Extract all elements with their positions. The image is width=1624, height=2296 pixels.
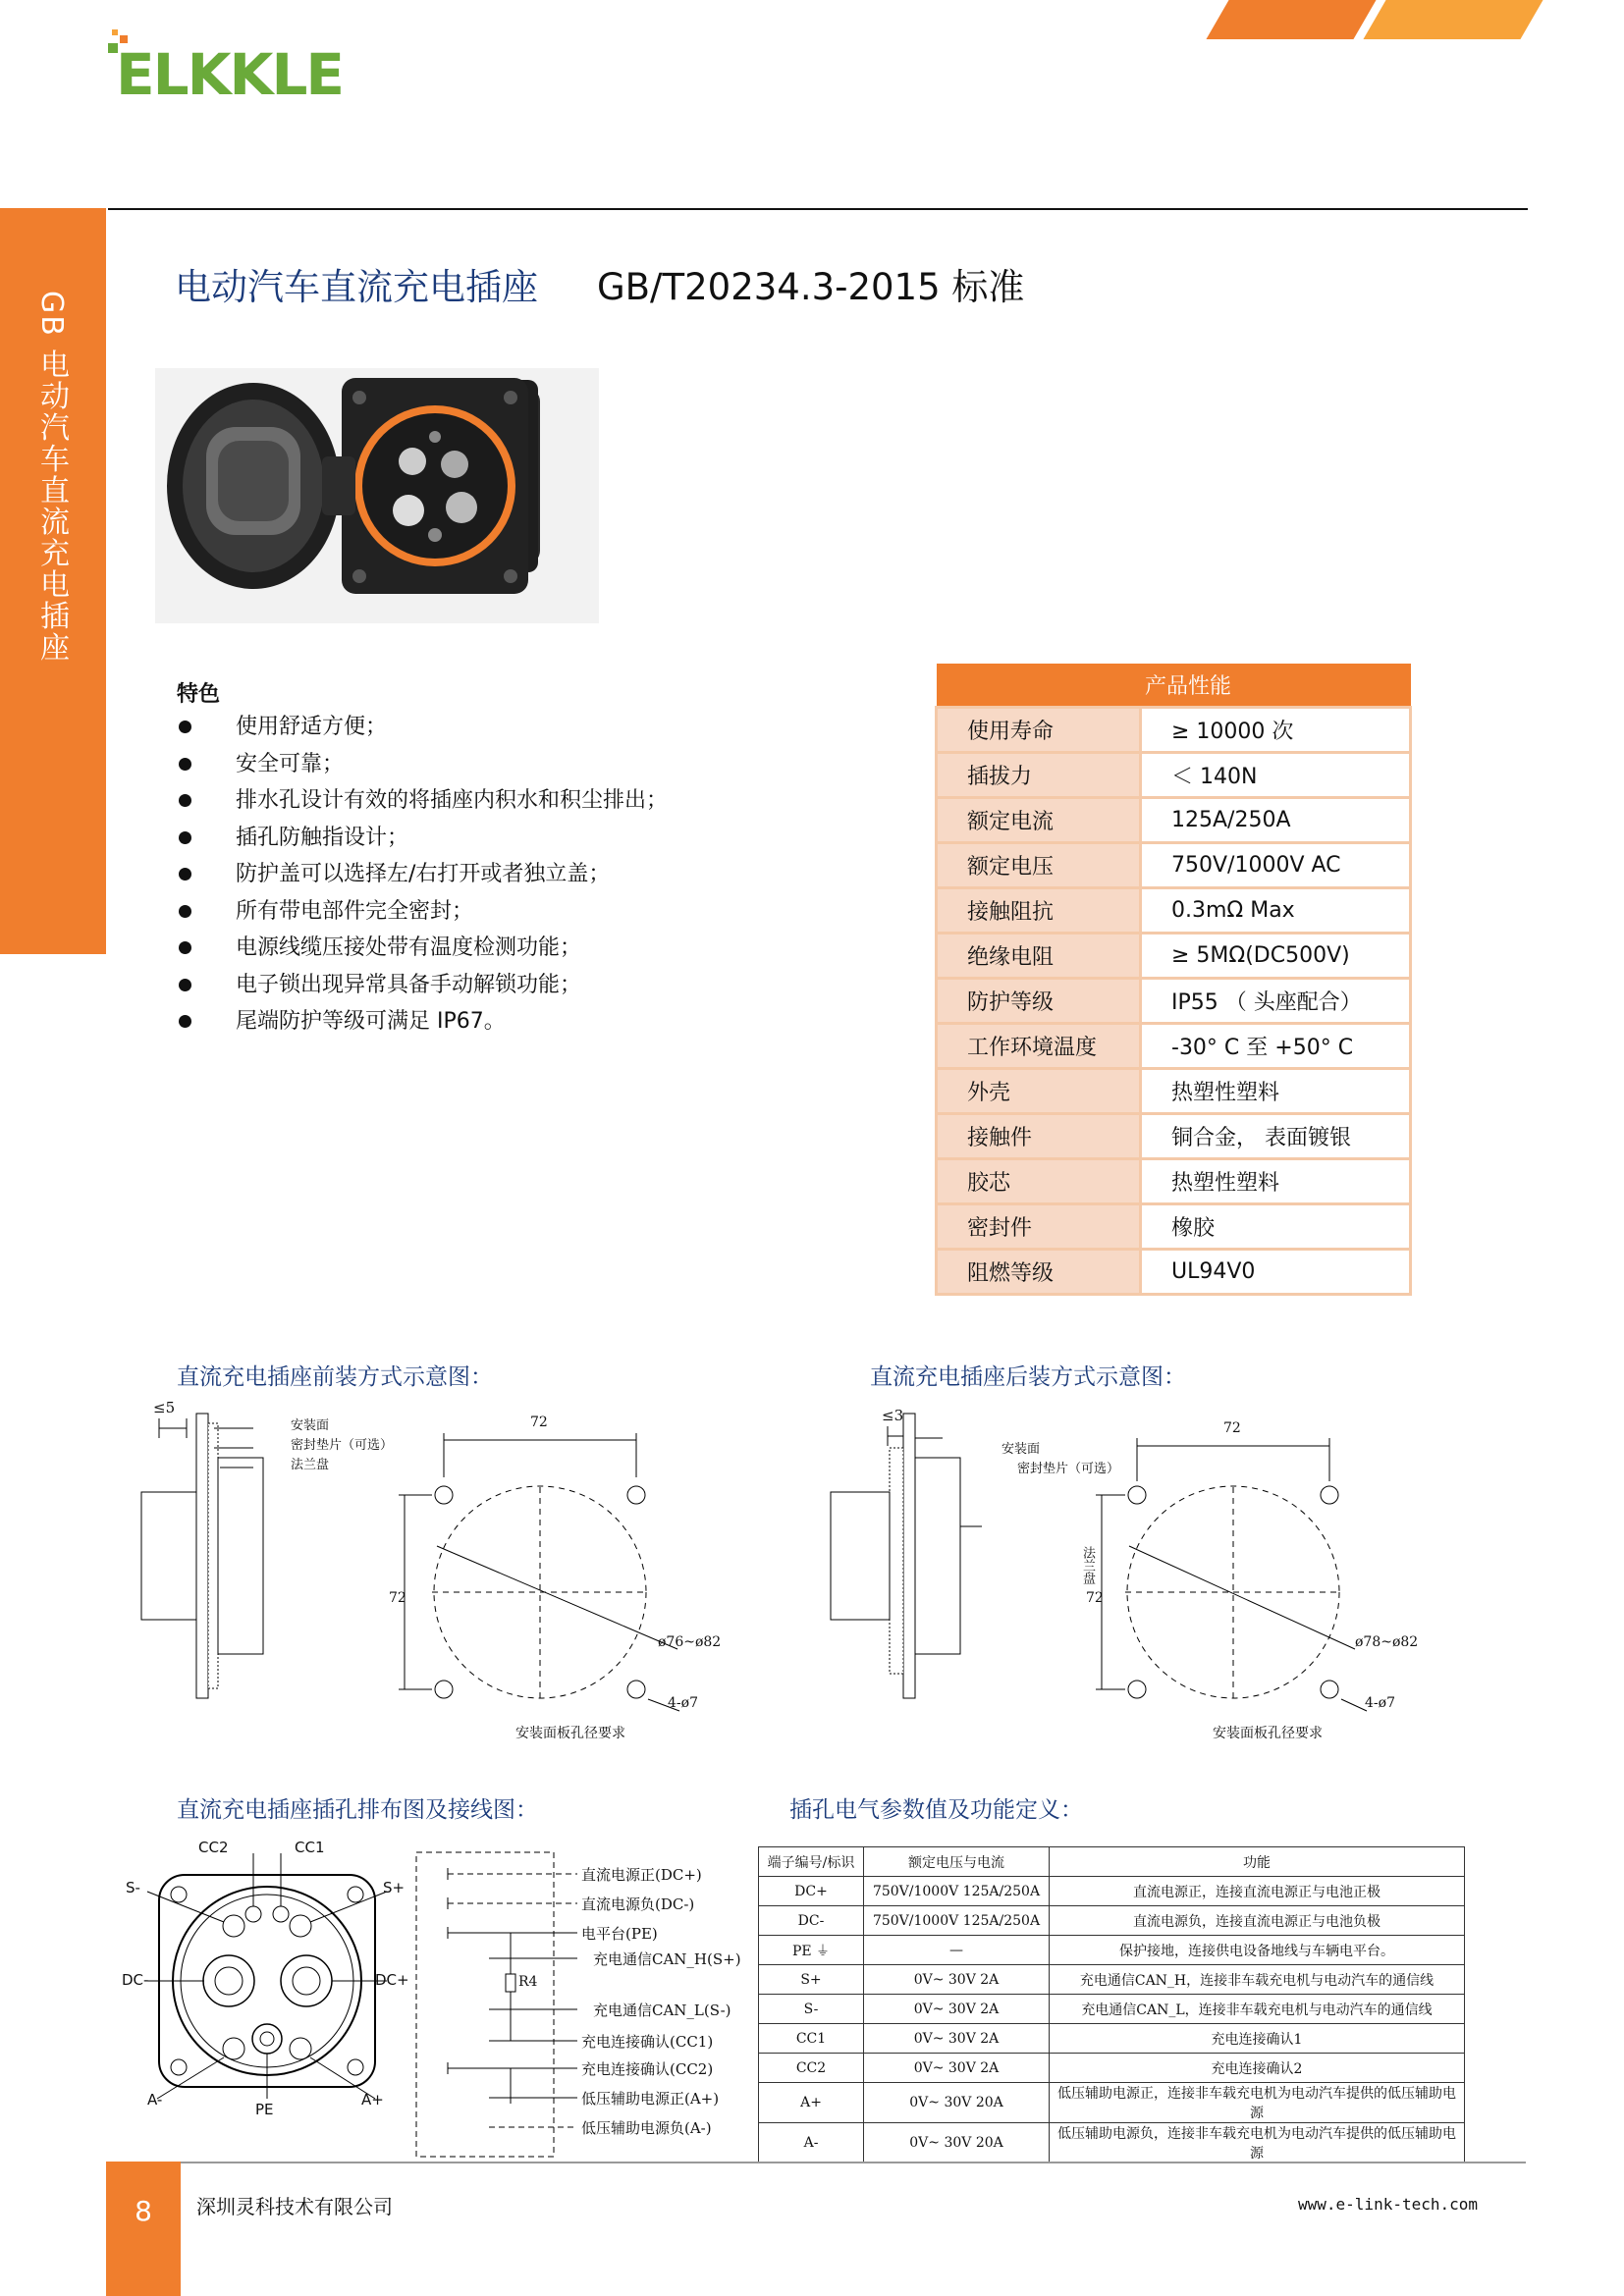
rear-holes-label: 4-ø7 [1365, 1695, 1395, 1711]
perf-value: ≥ 5MΩ(DC500V) [1141, 934, 1411, 979]
front-mount-drawing [137, 1399, 746, 1752]
company-logo [108, 22, 393, 100]
pin-layout-diagram [118, 1836, 412, 2120]
rear-dia-label: ø78~ø82 [1355, 1634, 1419, 1650]
perf-row [937, 888, 1411, 934]
product-photo [155, 368, 599, 623]
elec-cell: DC+ [759, 1877, 864, 1906]
feature-item: 防护盖可以选择左/右打开或者独立盖； [177, 860, 668, 897]
elec-header-cell: 端子编号/标识 [759, 1847, 864, 1877]
perf-value: ＜ 140N [1141, 753, 1411, 798]
perf-row [937, 798, 1411, 843]
features-list [177, 713, 668, 1044]
svg-text:ELKKLE: ELKKLE [116, 41, 344, 100]
wire-can-h: 充电通信CAN_H(S+) [593, 1950, 741, 1968]
front-thick-label: ≤5 [153, 1399, 176, 1416]
perf-row [937, 1024, 1411, 1069]
elec-row [759, 1936, 1465, 1965]
feature-item: 排水孔设计有效的将插座内积水和积尘排出； [177, 786, 668, 824]
front-mount-title: 直流充电插座前装方式示意图： [177, 1364, 493, 1390]
elec-row [759, 1906, 1465, 1936]
perf-value: 125A/250A [1141, 798, 1411, 843]
front-label-surface: 安装面 [291, 1418, 330, 1433]
feature-item: 安全可靠； [177, 750, 668, 787]
perf-key: 胶芯 [937, 1159, 1141, 1204]
elec-cell: — [864, 1936, 1050, 1965]
perf-value: 0.3mΩ Max [1141, 888, 1411, 934]
elec-cell: 0V~ 30V 20A [864, 2083, 1050, 2123]
perf-key: 插拔力 [937, 753, 1141, 798]
perf-key: 密封件 [937, 1204, 1141, 1250]
front-label-gasket: 密封垫片（可选） [291, 1438, 394, 1453]
pin-cc2: CC2 [198, 1839, 229, 1856]
rear-label-flange: 法兰盘 [1080, 1546, 1095, 1584]
elec-cell: 充电通信CAN_H，连接非车载充电机与电动汽车的通信线 [1050, 1965, 1465, 1995]
elec-cell: 充电连接确认2 [1050, 2054, 1465, 2083]
feature-item: 尾端防护等级可满足 IP67。 [177, 1007, 668, 1044]
pin-s-minus: S- [126, 1879, 140, 1896]
resistor-label: R4 [518, 1974, 538, 1990]
rear-label-gasket: 密封垫片（可选） [1017, 1462, 1120, 1476]
feature-item: 电子锁出现异常具备手动解锁功能； [177, 971, 668, 1008]
header-rule [108, 208, 1528, 210]
pin-a-plus: A+ [361, 2091, 384, 2109]
perf-key: 接触件 [937, 1114, 1141, 1159]
perf-key: 额定电流 [937, 798, 1141, 843]
electrical-table [758, 1846, 1465, 2163]
wire-a-minus: 低压辅助电源负(A-) [581, 2119, 712, 2137]
elec-cell: 750V/1000V 125A/250A [864, 1906, 1050, 1936]
perf-value: -30° C 至 +50° C [1141, 1024, 1411, 1069]
feature-item: 电源线缆压接处带有温度检测功能； [177, 934, 668, 971]
perf-row [937, 934, 1411, 979]
wire-a-plus: 低压辅助电源正(A+) [581, 2090, 720, 2108]
elec-cell: 0V~ 30V 2A [864, 1995, 1050, 2024]
elec-cell: 低压辅助电源负，连接非车载充电机为电动汽车提供的低压辅助电源 [1050, 2123, 1465, 2163]
feature-item: 所有带电部件完全密封； [177, 897, 668, 934]
perf-value: IP55 （ 头座配合） [1141, 979, 1411, 1024]
elec-row [759, 2123, 1465, 2163]
elec-row [759, 2024, 1465, 2054]
perf-value: ≥ 10000 次 [1141, 708, 1411, 753]
perf-row [937, 1114, 1411, 1159]
elec-cell: 直流电源正，连接直流电源正与电池正极 [1050, 1877, 1465, 1906]
footer-url[interactable]: www.e-link-tech.com [1298, 2195, 1479, 2214]
front-label-flange: 法兰盘 [291, 1458, 330, 1472]
pin-layout-title: 直流充电插座插孔排布图及接线图： [177, 1797, 538, 1823]
perf-value: 热塑性塑料 [1141, 1159, 1411, 1204]
page-number: 8 [135, 2195, 152, 2227]
elec-header-row [759, 1847, 1465, 1877]
perf-value: 750V/1000V AC [1141, 843, 1411, 888]
front-dim-width: 72 [530, 1415, 548, 1430]
performance-table [935, 664, 1412, 1296]
elec-header-cell: 额定电压与电流 [864, 1847, 1050, 1877]
rear-thick-label: ≤3 [882, 1407, 904, 1424]
perf-key: 阻燃等级 [937, 1250, 1141, 1295]
front-dim-height: 72 [389, 1590, 406, 1606]
pin-a-minus: A- [147, 2091, 163, 2109]
elec-cell: 低压辅助电源正，连接非车载充电机为电动汽车提供的低压辅助电源 [1050, 2083, 1465, 2123]
elec-cell: CC1 [759, 2024, 864, 2054]
elec-row [759, 2083, 1465, 2123]
elec-cell: PE ⏚ [759, 1936, 864, 1965]
perf-key: 工作环境温度 [937, 1024, 1141, 1069]
pin-s-plus: S+ [383, 1879, 406, 1896]
wire-can-l: 充电通信CAN_L(S-) [593, 2002, 731, 2019]
title-text: 电动汽车直流充电插座 [175, 266, 538, 308]
pin-dc-minus: DC- [122, 1971, 149, 1989]
perf-key: 接触阻抗 [937, 888, 1141, 934]
pin-cc1: CC1 [295, 1839, 325, 1856]
elec-cell: 保护接地，连接供电设备地线与车辆电平台。 [1050, 1936, 1465, 1965]
features-title: 特色 [177, 682, 221, 707]
perf-row [937, 1069, 1411, 1114]
elec-cell: 0V~ 30V 20A [864, 2123, 1050, 2163]
elec-cell: 0V~ 30V 2A [864, 2024, 1050, 2054]
feature-item: 使用舒适方便； [177, 713, 668, 750]
perf-value: 橡胶 [1141, 1204, 1411, 1250]
perf-row [937, 979, 1411, 1024]
perf-value: 热塑性塑料 [1141, 1069, 1411, 1114]
elec-cell: CC2 [759, 2054, 864, 2083]
elec-cell: S+ [759, 1965, 864, 1995]
perf-key: 使用寿命 [937, 708, 1141, 753]
wire-pe: 电平台(PE) [581, 1925, 658, 1943]
side-tab-label: GB 电动汽车直流充电插座 [34, 291, 69, 664]
perf-row [937, 1204, 1411, 1250]
wire-dc-minus: 直流电源负(DC-) [581, 1896, 695, 1913]
rear-mount-drawing [825, 1399, 1434, 1752]
elec-row [759, 1877, 1465, 1906]
electrical-title: 插孔电气参数值及功能定义： [789, 1797, 1083, 1823]
front-holes-label: 4-ø7 [668, 1695, 698, 1711]
elec-row [759, 1995, 1465, 2024]
elec-cell: S- [759, 1995, 864, 2024]
pin-pe: PE [255, 2101, 274, 2118]
pin-dc-plus: DC+ [375, 1971, 409, 1989]
elec-cell: 充电连接确认1 [1050, 2024, 1465, 2054]
elec-header-cell: 功能 [1050, 1847, 1465, 1877]
perf-key: 外壳 [937, 1069, 1141, 1114]
wire-cc2: 充电连接确认(CC2) [581, 2060, 714, 2078]
perf-row [937, 708, 1411, 753]
perf-value: UL94V0 [1141, 1250, 1411, 1295]
footer-page-tab [106, 2162, 181, 2296]
wiring-diagram [412, 1850, 746, 2164]
elec-row [759, 1965, 1465, 1995]
front-caption: 安装面板孔径要求 [515, 1726, 625, 1741]
elec-cell: 750V/1000V 125A/250A [864, 1877, 1050, 1906]
page-title [175, 257, 1024, 310]
rear-mount-title: 直流充电插座后装方式示意图： [870, 1364, 1186, 1390]
wire-cc1: 充电连接确认(CC1) [581, 2033, 714, 2051]
elec-cell: A+ [759, 2083, 864, 2123]
performance-title: 产品性能 [937, 664, 1411, 708]
elec-cell: 0V~ 30V 2A [864, 2054, 1050, 2083]
front-dia-label: ø76~ø82 [658, 1634, 722, 1650]
perf-value: 铜合金， 表面镀银 [1141, 1114, 1411, 1159]
title-standard: GB/T20234.3-2015 标准 [597, 266, 1025, 308]
perf-key: 绝缘电阻 [937, 934, 1141, 979]
rear-label-surface: 安装面 [1001, 1442, 1041, 1457]
top-stripe-1 [1206, 0, 1376, 39]
wire-dc-plus: 直流电源正(DC+) [581, 1866, 702, 1884]
elec-cell: 充电通信CAN_L，连接非车载充电机与电动汽车的通信线 [1050, 1995, 1465, 2024]
top-stripe-2 [1363, 0, 1543, 39]
rear-caption: 安装面板孔径要求 [1213, 1726, 1323, 1741]
elec-cell: A- [759, 2123, 864, 2163]
elec-cell: 直流电源负，连接直流电源正与电池负极 [1050, 1906, 1465, 1936]
elec-row [759, 2054, 1465, 2083]
feature-item: 插孔防触指设计； [177, 824, 668, 861]
side-tab [0, 208, 106, 954]
rear-dim-height: 72 [1086, 1590, 1104, 1606]
perf-row [937, 1250, 1411, 1295]
perf-key: 额定电压 [937, 843, 1141, 888]
perf-row [937, 1159, 1411, 1204]
elec-cell: 0V~ 30V 2A [864, 1965, 1050, 1995]
perf-row [937, 843, 1411, 888]
footer-company: 深圳灵科技术有限公司 [196, 2195, 393, 2218]
perf-row [937, 753, 1411, 798]
perf-key: 防护等级 [937, 979, 1141, 1024]
elec-cell: DC- [759, 1906, 864, 1936]
footer-rule [106, 2162, 1526, 2163]
rear-dim-width: 72 [1223, 1420, 1241, 1436]
